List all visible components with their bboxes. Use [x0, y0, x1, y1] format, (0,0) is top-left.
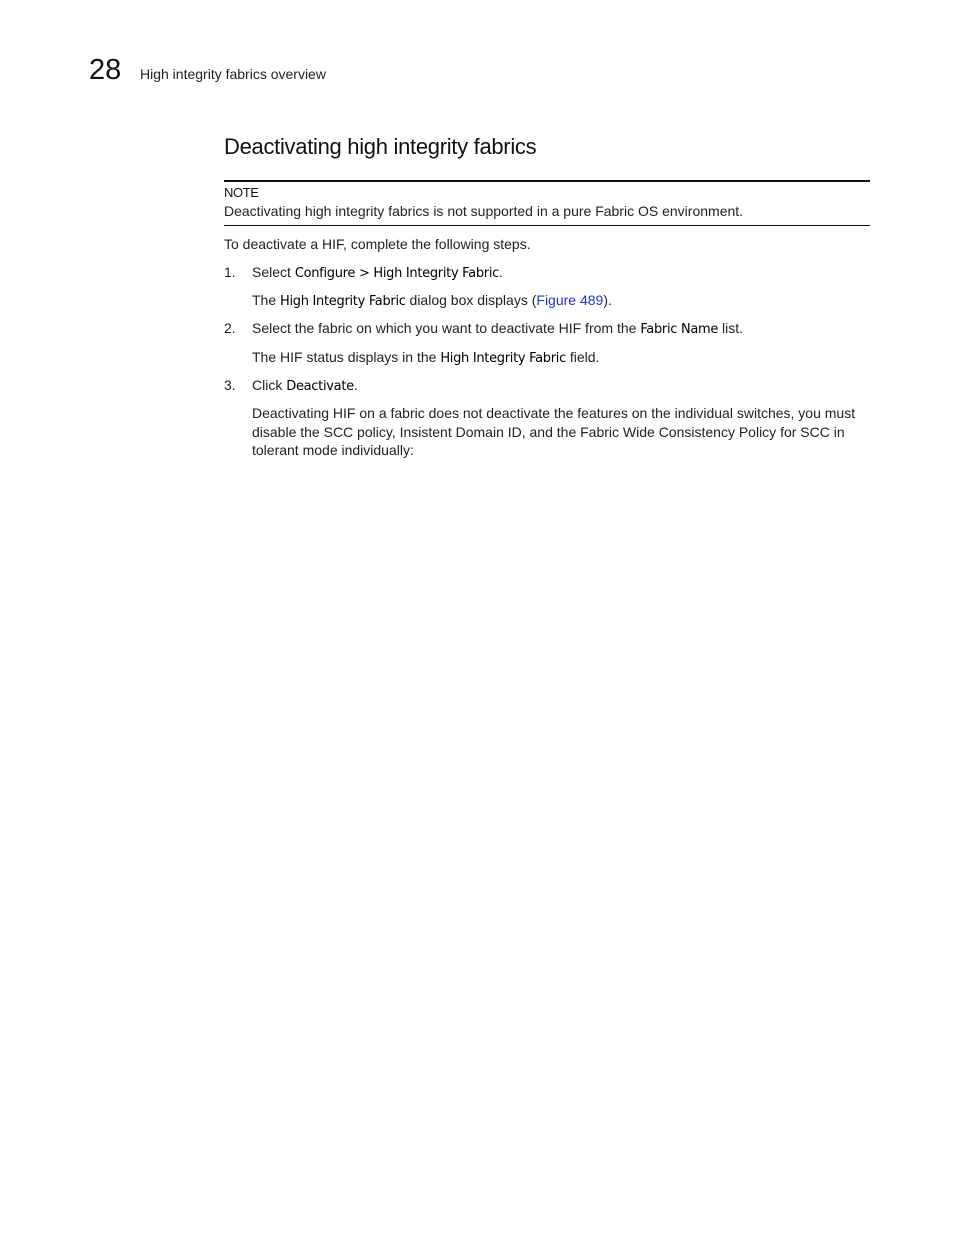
step-result [252, 348, 862, 369]
step-instruction-text: list. [718, 320, 743, 336]
ui-list-name: Fabric Name [640, 322, 719, 337]
step-result-text: The HIF status displays in the [252, 349, 441, 365]
step-result-text: The [252, 292, 281, 308]
step-instruction-text: . [353, 377, 358, 393]
step-result [252, 291, 862, 312]
ui-button-name: Deactivate [286, 379, 354, 394]
intro-paragraph: To deactivate a HIF, complete the following steps. [224, 236, 531, 252]
step-number: 3. [224, 377, 236, 393]
step-instruction [252, 376, 862, 397]
ui-dialog-name: High Integrity Fabric [280, 294, 406, 309]
step-instruction-text: . [499, 264, 503, 280]
step-instruction-text: Click [252, 377, 287, 393]
step-instruction-text: Select [252, 264, 295, 280]
ui-menu-path: Configure > High Integrity Fabric [294, 266, 499, 281]
ui-field-name: High Integrity Fabric [440, 351, 566, 366]
note-text: Deactivating high integrity fabrics is not supported in a pure Fabric OS environment. [224, 203, 744, 219]
step-result-text: dialog box displays ( [405, 292, 537, 308]
note-box [224, 180, 870, 226]
step-result-text: ). [603, 292, 612, 308]
note-label: NOTE [224, 185, 259, 200]
step-result-text: field. [565, 349, 600, 365]
step-number: 2. [224, 320, 236, 336]
section-title: Deactivating high integrity fabrics [224, 134, 537, 159]
running-head-title: High integrity fabrics overview [140, 66, 326, 82]
chapter-number: 28 [89, 54, 122, 86]
step-number: 1. [224, 264, 236, 280]
step-result-paragraph: Deactivating HIF on a fabric does not deactivate the features on the individual switches, you must disable the SCC policy, Insistent Domain ID, and the Fabric Wide Consistency Policy for SCC in tolerant mode individually: [252, 405, 856, 458]
step-instruction [252, 319, 862, 340]
step-instruction [252, 263, 862, 284]
figure-link[interactable]: Figure 489 [536, 292, 604, 308]
step-instruction-text: Select the fabric on which you want to deactivate HIF from the [252, 320, 641, 336]
